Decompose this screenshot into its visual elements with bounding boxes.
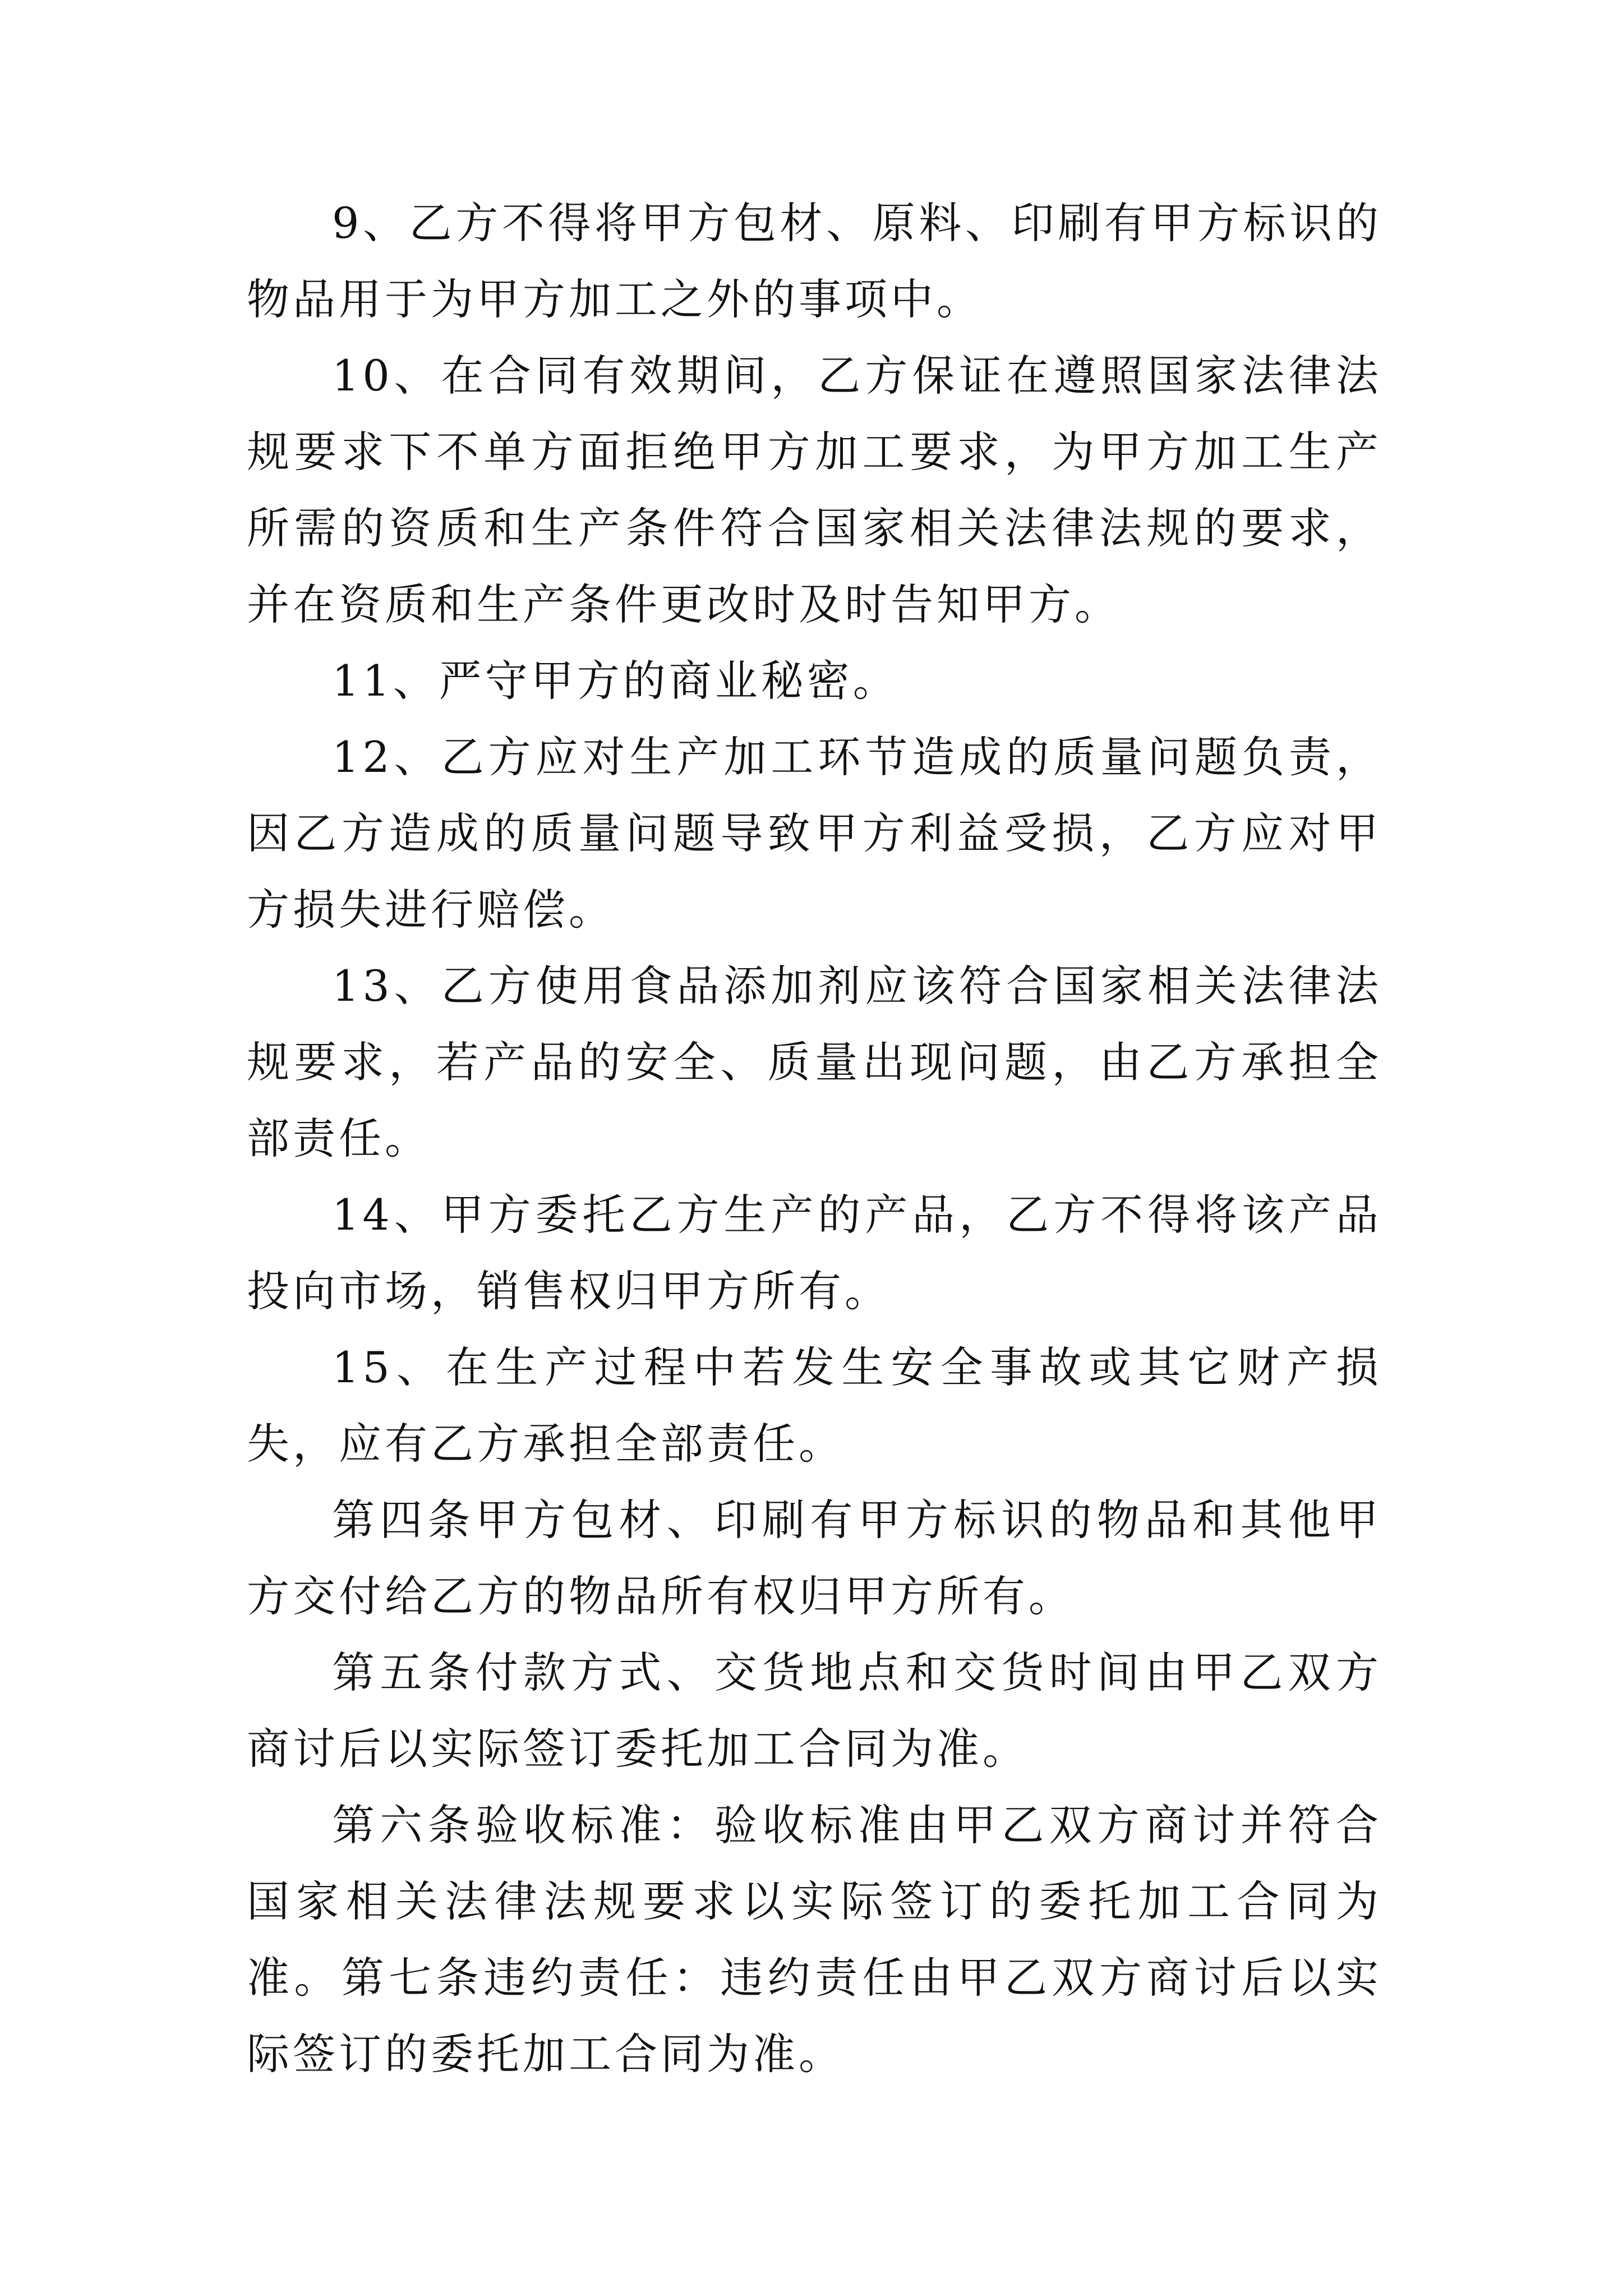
article-4: 第四条甲方包材、印刷有甲方标识的物品和其他甲方交付给乙方的物品所有权归甲方所有。 (247, 1495, 1382, 1621)
clause-11: 11、严守甲方的商业秘密。 (332, 656, 899, 706)
clause-15: 15、在生产过程中若发生安全事故或其它财产损失，应有乙方承担全部责任。 (247, 1342, 1382, 1469)
article-6-7: 第六条验收标准：验收标准由甲乙双方商讨并符合国家相关法律法规要求以实际签订的委托加工合同为准。第七条违约责任：违约责任由甲乙双方商讨后以实际签订的委托加工合同为准。 (247, 1800, 1382, 2079)
clause-13: 13、乙方使用食品添加剂应该符合国家相关法律法规要求，若产品的安全、质量出现问题，由乙方承担全部责任。 (247, 961, 1382, 1163)
clause-14: 14、甲方委托乙方生产的产品，乙方不得将该产品投向市场，销售权归甲方所有。 (247, 1190, 1382, 1316)
document-body (247, 185, 1382, 2092)
clause-12: 12、乙方应对生产加工环节造成的质量问题负责，因乙方造成的质量问题导致甲方利益受损，乙方应对甲方损失进行赔偿。 (247, 732, 1382, 935)
clause-10: 10、在合同有效期间，乙方保证在遵照国家法律法规要求下不单方面拒绝甲方加工要求，为甲方加工生产所需的资质和生产条件符合国家相关法律法规的要求，并在资质和生产条件更改时及时告知甲方。 (247, 351, 1382, 629)
article-5: 第五条付款方式、交货地点和交货时间由甲乙双方商讨后以实际签订委托加工合同为准。 (247, 1648, 1382, 1774)
clause-9: 9、乙方不得将甲方包材、原料、印刷有甲方标识的物品用于为甲方加工之外的事项中。 (247, 198, 1382, 324)
